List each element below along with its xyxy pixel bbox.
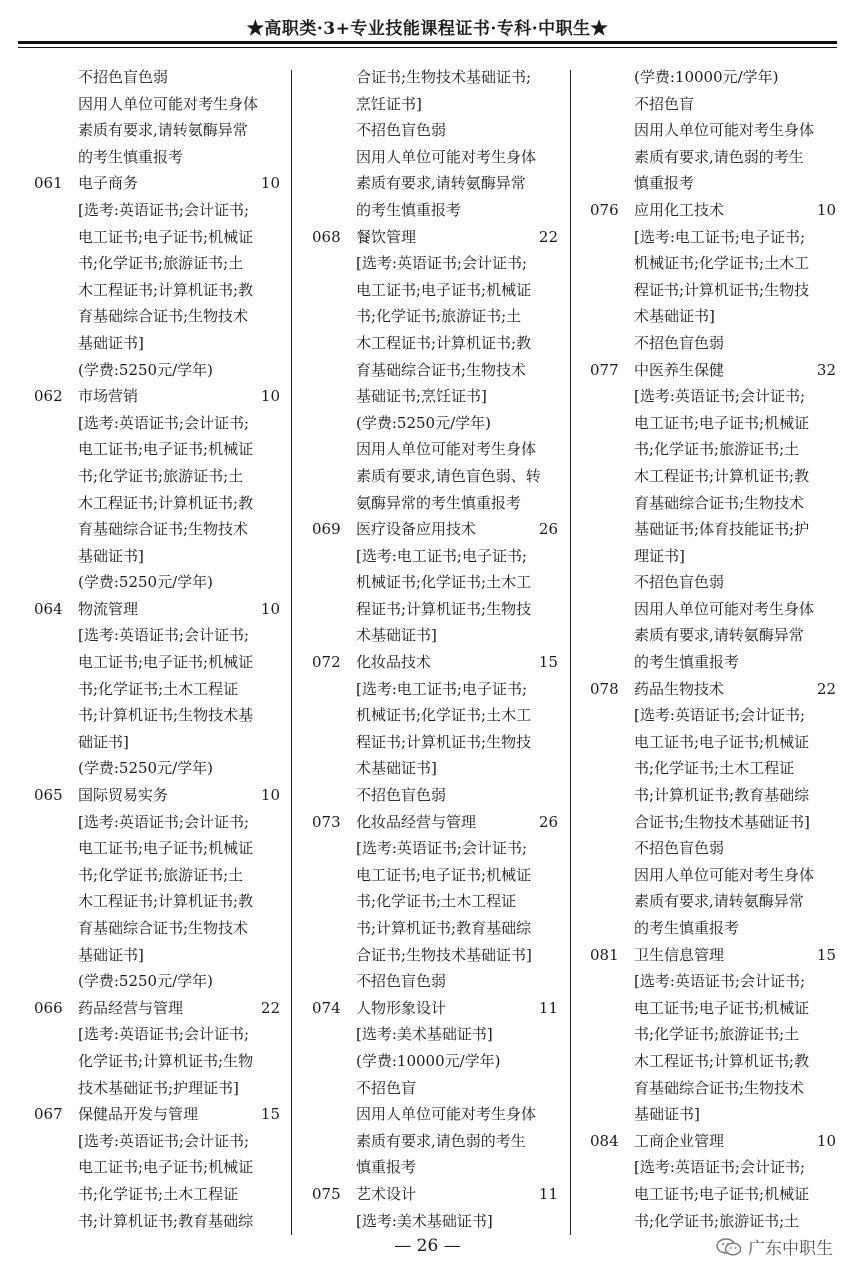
header-rule-thin <box>18 47 837 48</box>
text-line: 因用人单位可能对考生身体 <box>634 599 815 618</box>
text-line: 书;化学证书;旅游证书;土 <box>634 440 800 459</box>
major-entry-header <box>312 224 558 251</box>
column-divider <box>291 70 292 1235</box>
major-entry-header <box>34 782 280 809</box>
major-entry-header <box>34 596 280 623</box>
major-entry-header <box>34 383 280 410</box>
text-line: 育基础综合证书;生物技术 <box>634 493 805 512</box>
text-line: 基础证书] <box>634 1105 700 1124</box>
major-code: 076 <box>590 200 619 219</box>
text-line: [选考:电工证书;电子证书; <box>356 679 528 698</box>
text-line: (学费:5250元/学年) <box>78 360 213 379</box>
major-name: 艺术设计 <box>356 1184 417 1203</box>
text-line: 合证书;生物技术基础证书; <box>356 68 532 86</box>
major-entry-header <box>312 995 558 1022</box>
major-entry-header <box>590 1128 836 1155</box>
page-header: ★高职类·3+专业技能课程证书·专科·中职生★ <box>246 19 609 39</box>
text-line: 电工证书;电子证书;机械证 <box>78 653 254 672</box>
major-code: 077 <box>590 360 619 379</box>
column-divider <box>570 70 571 1235</box>
text-line: 不招色盲 <box>356 1078 417 1097</box>
text-line: 书;化学证书;旅游证书;土 <box>78 254 244 273</box>
major-code: 074 <box>312 998 341 1017</box>
text-line: 不招色盲 <box>634 94 695 113</box>
text-line: 书;化学证书;旅游证书;土 <box>78 466 244 485</box>
text-line: 育基础综合证书;生物技术 <box>634 1078 805 1097</box>
text-line: 基础证书] <box>78 333 144 352</box>
quota-count: 22 <box>816 679 836 698</box>
major-code: 068 <box>312 227 341 246</box>
text-line: 烹饪证书] <box>356 94 422 113</box>
major-name: 化妆品技术 <box>356 653 432 672</box>
text-line: (学费:5250元/学年) <box>78 972 213 991</box>
text-line: (学费:10000元/学年) <box>356 1051 501 1070</box>
text-line: 电工证书;电子证书;机械证 <box>634 732 810 751</box>
text-line: 育基础综合证书;生物技术 <box>356 360 527 379</box>
major-entry-header <box>590 676 836 703</box>
column-2 <box>312 64 558 1234</box>
page-number: — 26 — <box>394 1236 461 1256</box>
text-line: 不招色盲色弱 <box>356 121 447 140</box>
text-line: 书;化学证书;土木工程证 <box>78 679 239 698</box>
text-line: 素质有要求,请转氨酶异常 <box>78 121 248 140</box>
major-name: 人物形象设计 <box>356 998 447 1017</box>
text-line: 机械证书;化学证书;土木工 <box>356 706 532 725</box>
text-line: [选考:英语证书;会计证书; <box>78 413 250 432</box>
text-line: 技术基础证书;护理证书] <box>78 1078 239 1097</box>
text-line: 慎重报考 <box>356 1158 417 1177</box>
major-code: 084 <box>590 1131 619 1150</box>
text-line: 电工证书;电子证书;机械证 <box>78 227 254 246</box>
quota-count: 11 <box>538 1184 558 1203</box>
text-line: [选考:美术基础证书] <box>356 1025 493 1044</box>
text-line: 电工证书;电子证书;机械证 <box>356 280 532 299</box>
text-line: 程证书;计算机证书;生物技 <box>634 280 810 299</box>
major-entry-header <box>590 197 836 224</box>
text-line: (学费:5250元/学年) <box>78 573 213 592</box>
text-line: [选考:英语证书;会计证书; <box>78 626 250 645</box>
text-line: 书;化学证书;土木工程证 <box>78 1184 239 1203</box>
major-code: 067 <box>34 1105 63 1124</box>
text-line: 的考生慎重报考 <box>634 653 740 672</box>
text-line: 的考生慎重报考 <box>634 919 740 937</box>
text-line: 氨酶异常的考生慎重报考 <box>356 493 522 512</box>
quota-count: 10 <box>260 174 280 193</box>
major-name: 药品生物技术 <box>634 679 725 698</box>
major-code: 075 <box>312 1184 341 1203</box>
text-line: 书;计算机证书;教育基础综 <box>634 786 810 805</box>
text-line: 不招色盲色弱 <box>634 839 725 858</box>
watermark <box>716 1234 833 1259</box>
text-line: 不招色盲色弱 <box>356 786 447 805</box>
major-entry-header <box>590 942 836 969</box>
text-line: 因用人单位可能对考生身体 <box>356 440 537 459</box>
text-line: 书;计算机证书;生物技术基 <box>78 706 254 725</box>
text-line: 素质有要求,请色弱的考生 <box>634 147 804 166</box>
major-name: 卫生信息管理 <box>634 945 725 964</box>
text-line: [选考:英语证书;会计证书; <box>634 387 806 406</box>
text-line: 电工证书;电子证书;机械证 <box>356 865 532 884</box>
text-line: 素质有要求,请色盲色弱、转 <box>356 466 541 485</box>
header-rule-thick <box>18 41 837 44</box>
major-code: 081 <box>590 945 619 964</box>
text-line: [选考:美术基础证书] <box>356 1211 493 1230</box>
major-code: 065 <box>34 786 63 805</box>
major-entry-header <box>312 649 558 676</box>
text-line: 不招色盲色弱 <box>78 68 169 86</box>
text-line: 电工证书;电子证书;机械证 <box>634 1184 810 1203</box>
quota-count: 15 <box>816 945 836 964</box>
text-line: 木工程证书;计算机证书;教 <box>634 1051 810 1070</box>
major-entry-header <box>34 1101 280 1128</box>
text-line: (学费:10000元/学年) <box>634 68 779 86</box>
text-line: 础证书] <box>78 732 129 751</box>
major-entry-header <box>312 809 558 836</box>
quota-count: 11 <box>538 998 558 1017</box>
text-line: [选考:电工证书;电子证书; <box>634 227 806 246</box>
major-name: 市场营销 <box>78 387 139 406</box>
major-name: 电子商务 <box>78 174 139 193</box>
major-code: 066 <box>34 998 63 1017</box>
text-line: 书;化学证书;旅游证书;土 <box>356 307 522 326</box>
text-line: 木工程证书;计算机证书;教 <box>78 493 254 512</box>
text-line: 电工证书;电子证书;机械证 <box>634 998 810 1017</box>
text-line: 的考生慎重报考 <box>356 200 462 219</box>
text-line: 不招色盲色弱 <box>634 333 725 352</box>
text-line: 机械证书;化学证书;土木工 <box>356 573 532 592</box>
text-line: 术基础证书] <box>356 759 437 778</box>
text-line: 电工证书;电子证书;机械证 <box>634 413 810 432</box>
text-line: 素质有要求,请转氨酶异常 <box>634 892 804 911</box>
text-line: 素质有要求,请转氨酶异常 <box>356 174 526 193</box>
text-line: 木工程证书;计算机证书;教 <box>78 892 254 911</box>
text-line: 素质有要求,请转氨酶异常 <box>634 626 804 645</box>
major-name: 餐饮管理 <box>356 227 417 246</box>
major-name: 药品经营与管理 <box>78 998 184 1017</box>
quota-count: 22 <box>260 998 280 1017</box>
text-line: 慎重报考 <box>634 174 695 193</box>
text-line: 电工证书;电子证书;机械证 <box>78 839 254 858</box>
quota-count: 10 <box>816 1131 836 1150</box>
quota-count: 32 <box>816 360 836 379</box>
text-line: 术基础证书] <box>634 307 715 326</box>
text-line: 不招色盲色弱 <box>634 573 725 592</box>
text-line: [选考:电工证书;电子证书; <box>356 546 528 565</box>
text-line: 因用人单位可能对考生身体 <box>634 121 815 140</box>
text-line: 因用人单位可能对考生身体 <box>356 1105 537 1124</box>
quota-count: 22 <box>538 227 558 246</box>
text-line: [选考:英语证书;会计证书; <box>78 1025 250 1044</box>
text-line: 化学证书;计算机证书;生物 <box>78 1051 254 1070</box>
text-line: 木工程证书;计算机证书;教 <box>634 466 810 485</box>
text-line: 合证书;生物技术基础证书] <box>634 812 810 831</box>
text-line: [选考:英语证书;会计证书; <box>356 839 528 858</box>
major-name: 医疗设备应用技术 <box>356 520 477 539</box>
text-line: 理证书] <box>634 546 685 565</box>
text-line: [选考:英语证书;会计证书; <box>78 1131 250 1150</box>
major-code: 073 <box>312 812 341 831</box>
text-line: [选考:英语证书;会计证书; <box>356 254 528 273</box>
text-line: 机械证书;化学证书;土木工 <box>634 254 810 273</box>
text-line: 素质有要求,请色弱的考生 <box>356 1131 526 1150</box>
major-code: 072 <box>312 653 341 672</box>
major-name: 化妆品经营与管理 <box>356 812 477 831</box>
text-line: [选考:英语证书;会计证书; <box>78 812 250 831</box>
text-line: 合证书;生物技术基础证书] <box>356 945 532 964</box>
quota-count: 15 <box>260 1105 280 1124</box>
text-line: 基础证书] <box>78 945 144 964</box>
text-line: 基础证书;烹饪证书] <box>356 387 487 406</box>
quota-count: 10 <box>816 200 836 219</box>
wechat-icon <box>716 1237 742 1257</box>
text-line: 书;化学证书;旅游证书;土 <box>78 865 244 884</box>
text-line: 基础证书;体育技能证书;护 <box>634 520 810 539</box>
quota-count: 26 <box>538 812 558 831</box>
text-line: 书;计算机证书;教育基础综 <box>356 919 532 937</box>
major-name: 应用化工技术 <box>634 200 725 219</box>
text-line: 育基础综合证书;生物技术 <box>78 307 249 326</box>
major-name: 国际贸易实务 <box>78 786 169 805</box>
quota-count: 15 <box>538 653 558 672</box>
quota-count: 10 <box>260 786 280 805</box>
text-line: 基础证书] <box>78 546 144 565</box>
text-line: 因用人单位可能对考生身体 <box>356 147 537 166</box>
text-line: (学费:5250元/学年) <box>78 759 213 778</box>
text-line: 电工证书;电子证书;机械证 <box>78 1158 254 1177</box>
text-line: [选考:英语证书;会计证书; <box>78 200 250 219</box>
text-line: 术基础证书] <box>356 626 437 645</box>
major-name: 保健品开发与管理 <box>78 1105 199 1124</box>
text-line: 电工证书;电子证书;机械证 <box>78 440 254 459</box>
major-code: 064 <box>34 599 63 618</box>
text-line: 育基础综合证书;生物技术 <box>78 520 249 539</box>
text-line: 书;化学证书;土木工程证 <box>356 892 517 911</box>
text-line: 木工程证书;计算机证书;教 <box>356 333 532 352</box>
text-line: [选考:英语证书;会计证书; <box>634 1158 806 1177</box>
major-code: 061 <box>34 174 63 193</box>
major-code: 078 <box>590 679 619 698</box>
major-entry-header <box>34 170 280 197</box>
text-line: (学费:5250元/学年) <box>356 413 491 432</box>
watermark-text: 广东中职生 <box>748 1239 833 1259</box>
text-line: [选考:英语证书;会计证书; <box>634 706 806 725</box>
quota-count: 26 <box>538 520 558 539</box>
text-line: 的考生慎重报考 <box>78 147 184 166</box>
column-3 <box>590 64 836 1234</box>
major-entry-header <box>590 357 836 384</box>
quota-count: 10 <box>260 599 280 618</box>
text-line: 不招色盲色弱 <box>356 972 447 991</box>
text-line: [选考:英语证书;会计证书; <box>634 972 806 991</box>
major-entry-header <box>34 995 280 1022</box>
text-line: 木工程证书;计算机证书;教 <box>78 280 254 299</box>
text-line: 程证书;计算机证书;生物技 <box>356 599 532 618</box>
major-name: 物流管理 <box>78 599 139 618</box>
column-1 <box>34 64 280 1234</box>
text-line: 程证书;计算机证书;生物技 <box>356 732 532 751</box>
major-entry-header <box>312 516 558 543</box>
major-name: 工商企业管理 <box>634 1131 725 1150</box>
text-line: 书;化学证书;土木工程证 <box>634 759 795 778</box>
major-code: 069 <box>312 520 341 539</box>
text-line: 因用人单位可能对考生身体 <box>634 865 815 884</box>
quota-count: 10 <box>260 387 280 406</box>
major-entry-header <box>312 1181 558 1208</box>
text-line: 育基础综合证书;生物技术 <box>78 919 249 937</box>
text-line: 因用人单位可能对考生身体 <box>78 94 259 113</box>
text-line: 书;化学证书;旅游证书;土 <box>634 1211 800 1230</box>
text-line: 书;化学证书;旅游证书;土 <box>634 1025 800 1044</box>
major-code: 062 <box>34 387 63 406</box>
text-line: 书;计算机证书;教育基础综 <box>78 1211 254 1230</box>
major-name: 中医养生保健 <box>634 360 725 379</box>
